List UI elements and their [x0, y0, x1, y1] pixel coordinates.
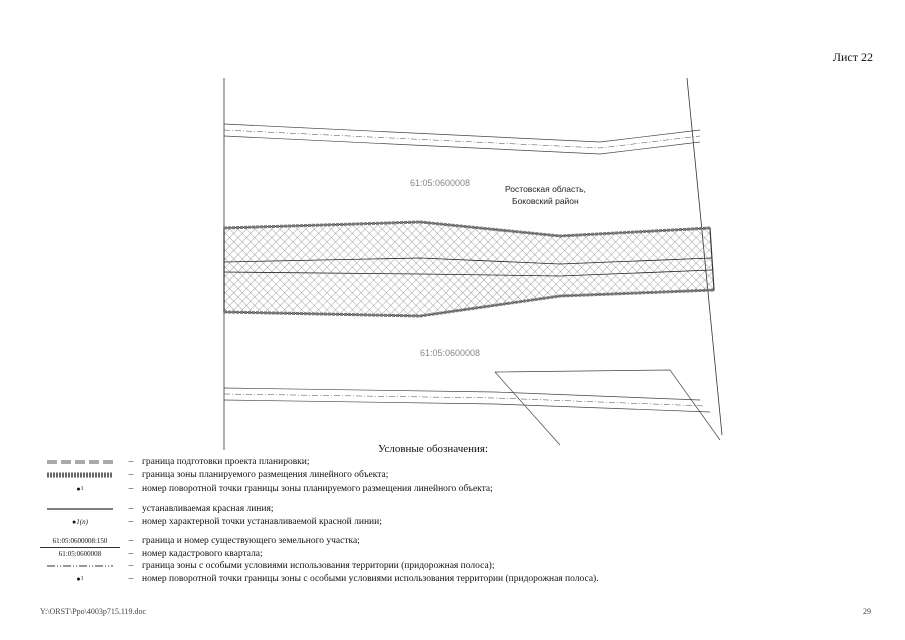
legend-symbol-red-line-point: ● 1(n): [72, 517, 88, 526]
quarter-label-bottom: 61:05:0600008: [420, 348, 481, 358]
legend-symbol-special-zone-point: ● 1: [76, 574, 84, 583]
quarter-label-top: 61:05:0600008: [410, 178, 471, 188]
legend-symbol-land-plot: 61:05:0600008:150: [40, 535, 120, 548]
footer-file-path: Y:\ORST\Ppo\4003p715.119.doc: [40, 607, 147, 616]
legend-symbol-special-zone: [40, 560, 120, 572]
legend-item: 61:05:0600008 – номер кадастрового квартала;: [40, 548, 263, 560]
legend-item: – устанавливаемая красная линия;: [40, 503, 273, 515]
legend-item: ● 1 – номер поворотной точки границы зоны планируемого размещения линейного объекта;: [40, 483, 493, 495]
sheet-label: Лист 22: [832, 50, 873, 64]
top-road: [224, 124, 700, 154]
legend-item: ● 1 – номер поворотной точки границы зоны с особыми условиями использования территории (придорожная полоса).: [40, 573, 599, 585]
region-label-line1: Ростовская область,: [505, 184, 586, 194]
legend-symbol-zone-point: ● 1: [76, 484, 84, 493]
planned-object-zone: [224, 222, 714, 316]
bottom-road: [224, 370, 720, 445]
legend-item: 61:05:0600008:150 – граница и номер существующего земельного участка;: [40, 535, 360, 548]
legend-symbol-object-zone: [40, 469, 120, 481]
legend-symbol-project-boundary: [40, 456, 120, 468]
legend-item: – граница зоны планируемого размещения линейного объекта;: [40, 469, 388, 481]
legend-symbol-cadastral-quarter: 61:05:0600008: [58, 549, 102, 558]
footer-page-number: 29: [863, 607, 871, 616]
legend-title: Условные обозначения:: [378, 443, 489, 455]
legend-item: ● 1(n) – номер характерной точки устанавливаемой красной линии;: [40, 516, 382, 528]
legend-item: – граница зоны с особыми условиями использования территории (придорожная полоса);: [40, 560, 494, 572]
legend-symbol-red-line: [40, 503, 120, 515]
legend-item: – граница подготовки проекта планировки;: [40, 456, 310, 468]
region-label-line2: Боковский район: [512, 196, 579, 206]
